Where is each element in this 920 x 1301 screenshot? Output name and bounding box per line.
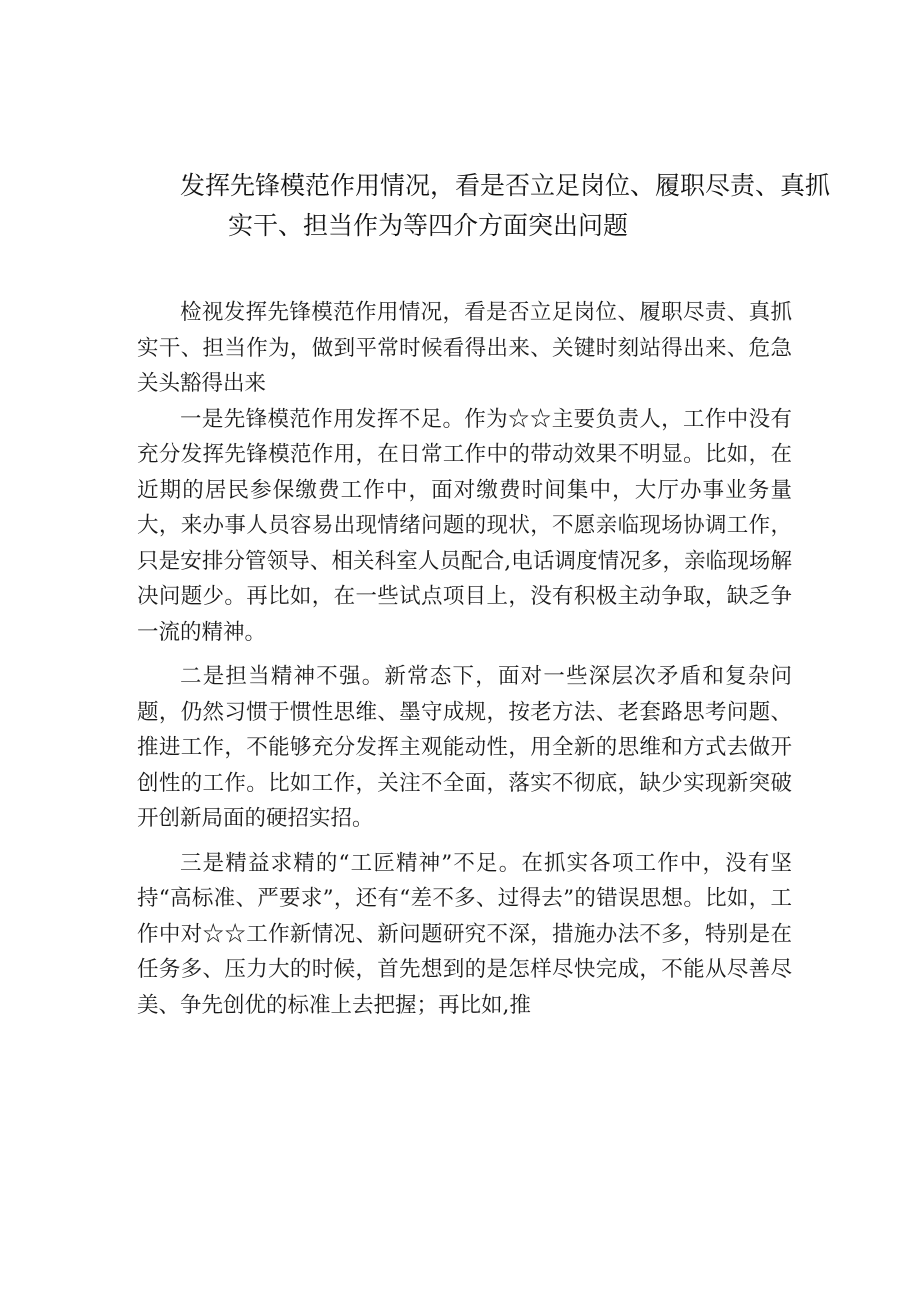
paragraph-point-3: 三是精益求精的“工匠精神”不足。在抓实各项工作中，没有坚持“高标准、严要求”，还有“差不多、过得去”的错误思想。比如，工作中对☆☆工作新情况、新问题研究不深，措施办法不多，特别是在任务多、压力大的时候，首先想到的是怎样尽快完成，不能从尽善尽美、争先创优的标准上去把握；再比如,推 <box>137 850 792 1018</box>
document-title <box>140 166 831 246</box>
paragraph-point-2: 二是担当精神不强。新常态下，面对一些深层次矛盾和复杂问题，仍然习惯于惯性思维、墨守成规，按老方法、老套路思考问题、推进工作，不能够充分发挥主观能动性，用全新的思维和方式去做开创性的工作。比如工作，关注不全面，落实不彻底，缺少实现新突破开创新局面的硬招实招。 <box>137 664 792 831</box>
title-line-2: 实干、担当作为等四介方面突出问题 <box>228 211 629 240</box>
title-line-1: 发挥先锋模范作用情况，看是否立足岗位、履职尽责、真抓 <box>180 171 831 200</box>
paragraph-point-1: 一是先锋模范作用发挥不足。作为☆☆主要负责人，工作中没有充分发挥先锋模范作用，在日常工作中的带动效果不明显。比如，在近期的居民参保缴费工作中，面对缴费时间集中，大厅办事业务量大，来办事人员容易出现情绪问题的现状，不愿亲临现场协调工作，只是安排分管领导、相关科室人员配合,电话调度情况多，亲临现场解决问题少。再比如，在一些试点项目上，没有积极主动争取，缺乏争一流的精神。 <box>137 406 792 645</box>
document-body <box>137 295 792 1023</box>
paragraph-intro: 检视发挥先锋模范作用情况，看是否立足岗位、履职尽责、真抓实干、担当作为，做到平常时候看得出来、关键时刻站得出来、危急关头豁得出来 <box>137 300 792 396</box>
